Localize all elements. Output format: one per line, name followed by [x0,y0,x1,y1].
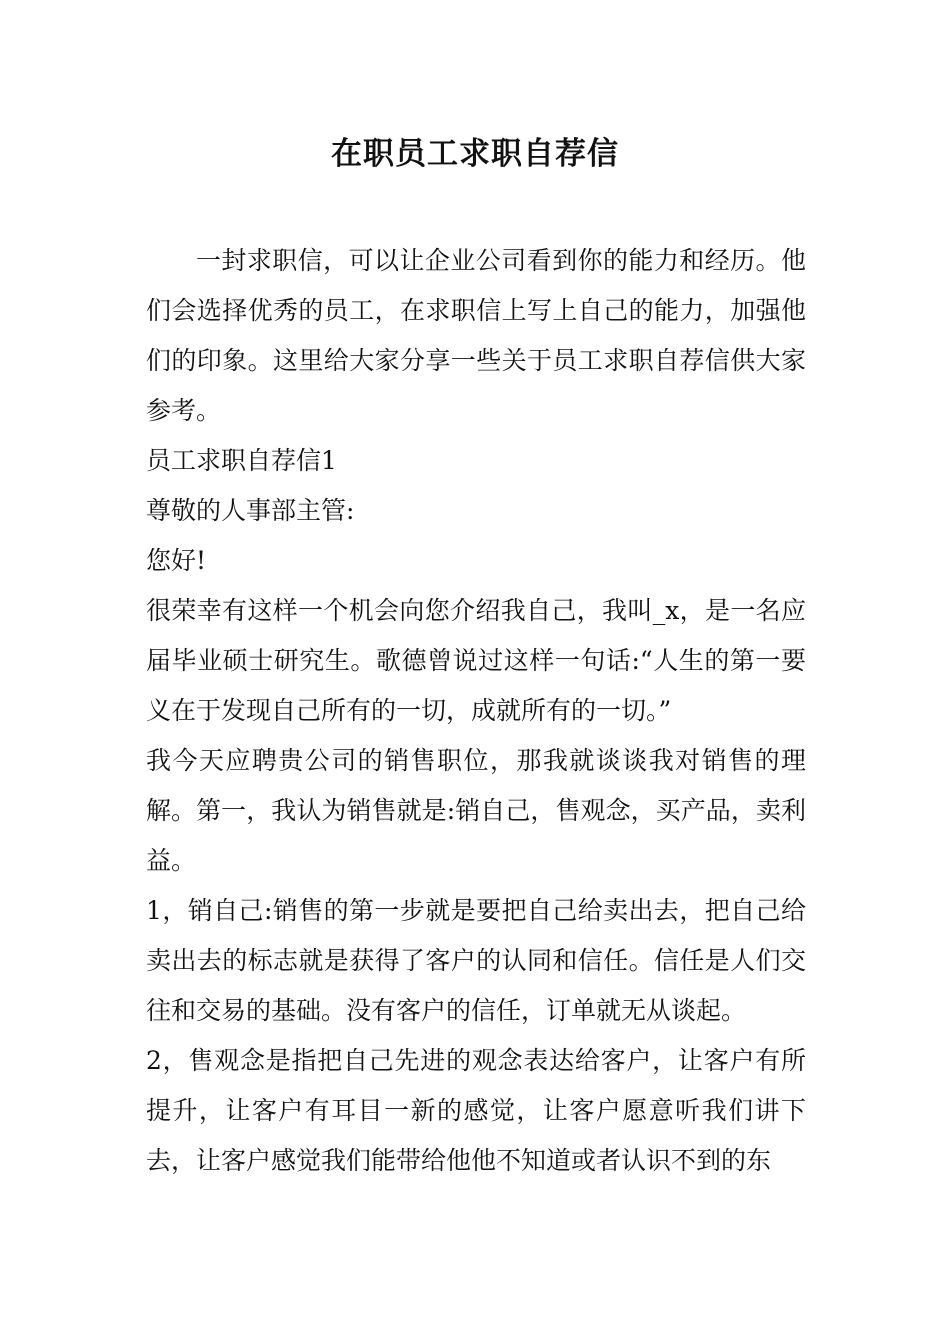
intro-paragraph: 一封求职信，可以让企业公司看到你的能力和经历。他们会选择优秀的员工，在求职信上写上自己的能力，加强他们的印象。这里给大家分享一些关于员工求职自荐信供大家参考。 [146,246,806,425]
sales-understanding-paragraph: 我今天应聘贵公司的销售职位，那我就谈谈我对销售的理解。第一，我认为销售就是:销自己，售观念，买产品，卖利益。 [146,746,806,875]
self-introduction-paragraph: 很荣幸有这样一个机会向您介绍我自己，我叫_x，是一名应届毕业硕士研究生。歌德曾说过这样一句话:“人生的第一要义在于发现自己所有的一切，成就所有的一切。” [146,596,806,725]
greeting: 您好! [146,546,207,575]
point-2-paragraph: 2，售观念是指把自己先进的观念表达给客户，让客户有所提升，让客户有耳目一新的感觉，让客户愿意听我们讲下去，让客户感觉我们能带给他他不知道或者认识不到的东 [146,1046,806,1175]
document-title: 在职员工求职自荐信 [331,136,619,172]
point-1-paragraph: 1，销自己:销售的第一步就是要把自己给卖出去，把自己给卖出去的标志就是获得了客户的认同和信任。信任是人们交往和交易的基础。没有客户的信任，订单就无从谈起。 [146,896,806,1025]
document-body [146,236,806,1186]
salutation: 尊敬的人事部主管: [146,496,355,525]
letter-heading: 员工求职自荐信1 [146,446,337,475]
